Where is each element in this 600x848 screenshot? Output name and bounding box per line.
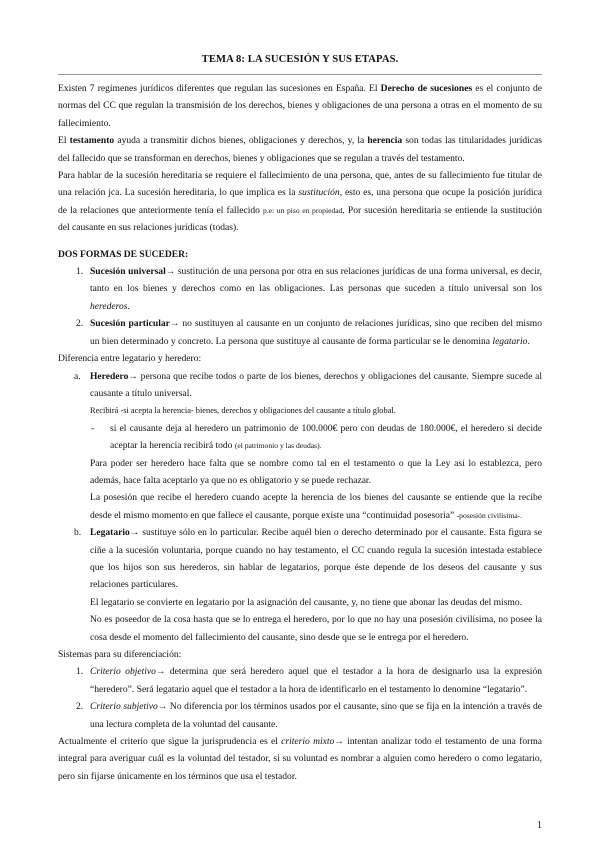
- intro-paragraph-2: El testamento ayuda a transmitir dichos bienes, obligaciones y derechos, y, la herencia son todas las titularidades jurídicas del fallecido que se transforman en derechos, bienes y obligaciones que se regulan a través del testamento.: [58, 135, 542, 164]
- difference-list: [58, 368, 542, 647]
- list-item: 1. Criterio objetivo→ determina que será heredero aquel que el testador a la hora de designarlo usa la expresión “heredero”. Será legatario aquel que el testador a la hora de identificarlo en el testamento lo denomine “legatario”.: [76, 666, 542, 695]
- list-item-legatario: b. Legatario→ sustituye sólo en lo particular. Recibe aquél bien o derecho determinado por el causante. Esta figura se ciñe a la sucesión voluntaria, porque cuando no hay testamento, el CC cuando regula la sucesión intestada establece que los hijos son sus herederos, sin hablar de legatarios, porque éste depende de los deseos del causante y sus relaciones particulares. El legatario se convierte en legatario por la asignación del causante, y, no tiene que abonar las deudas del mismo. No es poseedor de la cosa hasta que se lo entrega el heredero, por lo que no hay una posesión civilísima, no posee la cosa desde el momento del fallecimiento del causante, sino desde que se le entrega por el heredero.: [74, 527, 542, 643]
- intro-paragraph-3: Para hablar de la sucesión hereditaria se requiere el fallecimiento de una persona, que, antes de su fallecimiento fue titular de una relación jca. La sucesión hereditaria, lo que implica es la sustitución, esto es, una persona que ocupe la posición jurídica de la relaciones que anteriormente tenía el fallecido p.e: un piso en propiedad. Por sucesión hereditaria se entiende la sustitución del causante en sus relaciones jurídicas (todas).: [58, 170, 542, 234]
- list-item: - si el causante deja al heredero un patrimonio de 100.000€ pero con deudas de 180.000€, el heredero si decide aceptar la herencia recibirá todo (el patrimonio y las deudas).: [91, 422, 542, 452]
- document-title: TEMA 8: LA SUCESIÓN Y SUS ETAPAS.: [201, 54, 399, 65]
- list-item: 2. Sucesión particular→ no sustituyen al causante en un conjunto de relaciones jurídicas, sino que reciben del mismo un bien determinado y concreto. La persona que sustituye al causante de forma particular se le denomina legatario.: [76, 318, 542, 347]
- difference-heading: Diferencia entre legatario y heredero:: [58, 353, 202, 365]
- list-item: 1. Sucesión universal→ sustitución de una persona por otra en sus relaciones jurídicas de una forma universal, es decir, tanto en los bienes y derechos como en las obligaciones. Las personas que suceden a título universal son los herederos.: [76, 266, 543, 312]
- intro-paragraph-1: Existen 7 regímenes jurídicos diferentes que regulan las sucesiones en España. El Derecho de sucesiones es el conjunto de normas del CC que regulan la transmisión de los derechos, bienes y obligaciones de una persona a otras en el momento de su fallecimiento.: [58, 83, 542, 129]
- forms-list: [58, 263, 542, 350]
- systems-heading: Sistemas para su diferenciación:: [58, 649, 182, 660]
- list-item-heredero: a. Heredero→ persona que recibe todos o parte de los bienes, derechos y obligaciones del causante. Siempre sucede al causante a título universal. Recibirá -si acepta la herencia- bienes, derechos y obligaciones del causante a título global. - si el causante deja al heredero un patrimonio de 100.000€ pero con deudas de 180.000€, el heredero si decide aceptar la herencia recibirá todo (el patrimonio y las deudas). Para poder ser heredero hace falta que se nombre como tal en el testamento o que la Ley así lo establezca, pero además, hace falta aceptarlo ya que no es obligatorio y se puede rechazar. La posesión que recibe el heredero cuando acepte la herencia de los bienes del causante se entiende que la recibe desde el mismo momento en que fallece el causante, porque existe una “continuidad posesoria” -posesión civilísima-.: [58, 368, 542, 525]
- systems-list: [58, 663, 542, 733]
- document-body: [58, 80, 542, 785]
- closing-paragraph: Actualmente el criterio que sigue la jurisprudencia es el criterio mixto→ intentan analizar todo el testamento de una forma integral para averiguar cuál es la voluntad del testador, si su voluntad es nombrar a alguien como heredero o como legatario, pero sin fijarse únicamente en los términos que usa el testador.: [58, 736, 543, 782]
- forms-heading: DOS FORMAS DE SUCEDER:: [58, 248, 189, 260]
- page-number: 1: [537, 820, 542, 831]
- title-divider: [58, 74, 542, 75]
- list-item: 2. Criterio subjetivo→ No diferencia por los términos usados por el causante, sino que se fija en la intención a través de una lectura completa de la voluntad del causante.: [76, 701, 542, 730]
